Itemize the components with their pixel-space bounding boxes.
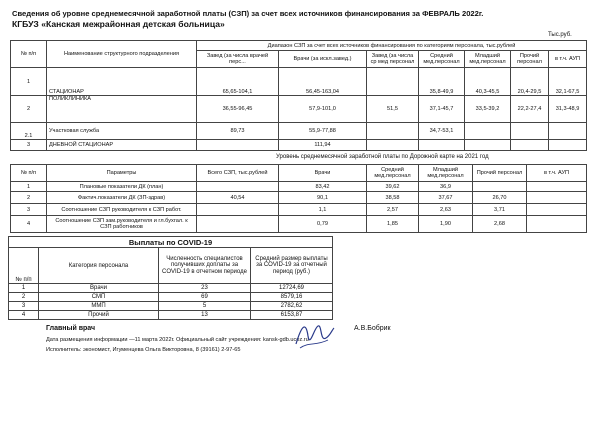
cell: 13 [159, 311, 251, 320]
table-row [9, 302, 333, 311]
col-header-num: № п/п [11, 165, 47, 182]
cell: 38,58 [367, 192, 419, 204]
cell [527, 204, 587, 216]
cell: 3,71 [473, 204, 527, 216]
cell: Плановые показатели ДК (план) [47, 182, 197, 192]
organization-name: КГБУЗ «Канская межрайонная детская больница» [12, 19, 225, 29]
cell: 57,9-101,0 [279, 96, 367, 123]
cell [549, 123, 587, 140]
cell [465, 123, 511, 140]
col-header-heads: Завед (за числа врачей перс... [197, 51, 279, 68]
signatory-name: А.В.Бобрик [354, 325, 391, 332]
cell: 83,42 [279, 182, 367, 192]
cell: 26,70 [473, 192, 527, 204]
col-header-heads-mid: Завед (за числа ср мед персонал [367, 51, 419, 68]
cell: 4 [11, 216, 47, 233]
cell [527, 192, 587, 204]
cell: 51,5 [367, 96, 419, 123]
unit-label: Тыс.руб. [548, 32, 572, 38]
col-header-total: Всего СЗП, тыс.рублей [197, 165, 279, 182]
table-row [11, 96, 587, 123]
col-header-mid-staff: Средний мед.персонал [367, 165, 419, 182]
table-row [11, 140, 587, 151]
table-row [9, 311, 333, 320]
cell [419, 140, 465, 151]
cell: 40,3-45,5 [465, 68, 511, 96]
cell: 4 [9, 311, 39, 320]
cell: 1 [11, 182, 47, 192]
col-header-avg: Средний размер выплаты за COVID-19 за отчетный период (руб.) [251, 248, 333, 284]
cell: Соотношение СЗП зам.руководителя и гл.бухгал. к СЗП работников [47, 216, 197, 233]
col-header-params: Параметры [47, 165, 197, 182]
cell [197, 216, 279, 233]
signature-image [292, 318, 336, 352]
table-row [11, 182, 587, 192]
cell: 3 [11, 204, 47, 216]
cell: 6153,87 [251, 311, 333, 320]
cell [367, 123, 419, 140]
col-header-doctors: Врачи (за искл.завед.) [279, 51, 367, 68]
col-header-other-staff: Прочий персонал [473, 165, 527, 182]
col-header-junior-staff: Младший мед.персонал [465, 51, 511, 68]
cell [197, 140, 279, 151]
col-header-junior-staff: Младший мед.персонал [419, 165, 473, 182]
col-header-num: № п/п [9, 248, 39, 284]
cell: Врачи [39, 284, 159, 293]
cell: 2 [11, 192, 47, 204]
cell: 34,7-53,1 [419, 123, 465, 140]
cell: 36,9 [419, 182, 473, 192]
cell: 111,94 [279, 140, 367, 151]
cell: 1,1 [279, 204, 367, 216]
col-header-aup: в т.ч. АУП [527, 165, 587, 182]
cell: 69 [159, 293, 251, 302]
salary-range-table [10, 40, 587, 151]
cell: 1 [9, 284, 39, 293]
table-row [9, 293, 333, 302]
col-header-name: Наименование структурного подразделения [47, 41, 197, 68]
cell: Прочий [39, 311, 159, 320]
cell [473, 182, 527, 192]
table-row [11, 68, 587, 96]
cell: 37,1-45,7 [419, 96, 465, 123]
cell: Фактич.показатели ДК (ЗП-здрав) [47, 192, 197, 204]
cell: 5 [159, 302, 251, 311]
publication-info: Дата размещения информации —11 марта 2022г. Официальный сайт учреждения: kansk-gdb.ucoz.ru [46, 337, 309, 343]
table-row [11, 192, 587, 204]
document-title: Сведения об уровне среднемесячной заработной платы (СЗП) за счет всех источников финансирования за ФЕВРАЛЬ 2022г. [12, 9, 484, 18]
col-header-count: Численность специалистов получивших доплаты за COVID-19 в отчетном периоде [159, 248, 251, 284]
col-header-doctors: Врачи [279, 165, 367, 182]
cell: 22,2-27,4 [511, 96, 549, 123]
cell: ДНЕВНОЙ СТАЦИОНАР [47, 140, 197, 151]
cell [367, 68, 419, 96]
covid-payments-table [8, 236, 333, 320]
covid-title: Выплаты по COVID-19 [9, 237, 333, 248]
cell [197, 182, 279, 192]
cell [511, 123, 549, 140]
cell: 65,65-104,1 [197, 68, 279, 96]
cell: Участковая служба [47, 123, 197, 140]
cell: ПОЛИКЛИНИКА [47, 96, 197, 123]
cell: 2,68 [473, 216, 527, 233]
cell: СТАЦИОНАР [47, 68, 197, 96]
cell: 39,62 [367, 182, 419, 192]
cell: 90,1 [279, 192, 367, 204]
cell: 36,55-96,45 [197, 96, 279, 123]
col-header-aup: в т.ч. АУП [549, 51, 587, 68]
col-header-other-staff: Прочий персонал [511, 51, 549, 68]
cell: 3 [9, 302, 39, 311]
signatory-role: Главный врач [46, 325, 96, 332]
cell: 3 [11, 140, 47, 151]
cell: 23 [159, 284, 251, 293]
cell: 35,8-49,9 [419, 68, 465, 96]
cell: 20,4-29,5 [511, 68, 549, 96]
table-row [9, 284, 333, 293]
cell [527, 182, 587, 192]
table-row [11, 123, 587, 140]
cell [549, 140, 587, 151]
col-header-category: Категория персонала [39, 248, 159, 284]
cell: 37,67 [419, 192, 473, 204]
cell: 56,45-163,04 [279, 68, 367, 96]
cell [367, 140, 419, 151]
table-row [11, 216, 587, 233]
cell: 89,73 [197, 123, 279, 140]
cell: 1 [11, 68, 47, 96]
cell: 1,90 [419, 216, 473, 233]
cell [527, 216, 587, 233]
cell: ММП [39, 302, 159, 311]
cell: 1,85 [367, 216, 419, 233]
cell: 31,3-48,9 [549, 96, 587, 123]
cell: СМП [39, 293, 159, 302]
roadmap-caption: Уровень среднемесячной заработной платы по Дорожной карте на 2021 год [276, 154, 489, 160]
executor-info: Исполнитель: экономист, Игуменцева Ольга Викторовна, 8 (39161) 2-97-65 [46, 347, 241, 353]
cell: 8579,16 [251, 293, 333, 302]
cell: 2 [11, 96, 47, 123]
cell: 2.1 [11, 123, 47, 140]
cell: 0,79 [279, 216, 367, 233]
cell [197, 204, 279, 216]
cell: 40,54 [197, 192, 279, 204]
cell: 2782,62 [251, 302, 333, 311]
col-header-num: № п/п [11, 41, 47, 68]
col-header-range: Диапазон СЗП за счет всех источников финансирования по категориям персонала, тыс.рублей [197, 41, 587, 51]
cell: 2,57 [367, 204, 419, 216]
cell: Соотношение СЗП руководителя к СЗП работ. [47, 204, 197, 216]
col-header-mid-staff: Средний мед.персонал [419, 51, 465, 68]
roadmap-table [10, 164, 587, 233]
cell: 12724,69 [251, 284, 333, 293]
cell [465, 140, 511, 151]
cell: 33,5-39,2 [465, 96, 511, 123]
cell: 55,9-77,88 [279, 123, 367, 140]
cell: 2 [9, 293, 39, 302]
cell: 32,1-67,5 [549, 68, 587, 96]
table-row [11, 204, 587, 216]
cell: 2,63 [419, 204, 473, 216]
cell [511, 140, 549, 151]
